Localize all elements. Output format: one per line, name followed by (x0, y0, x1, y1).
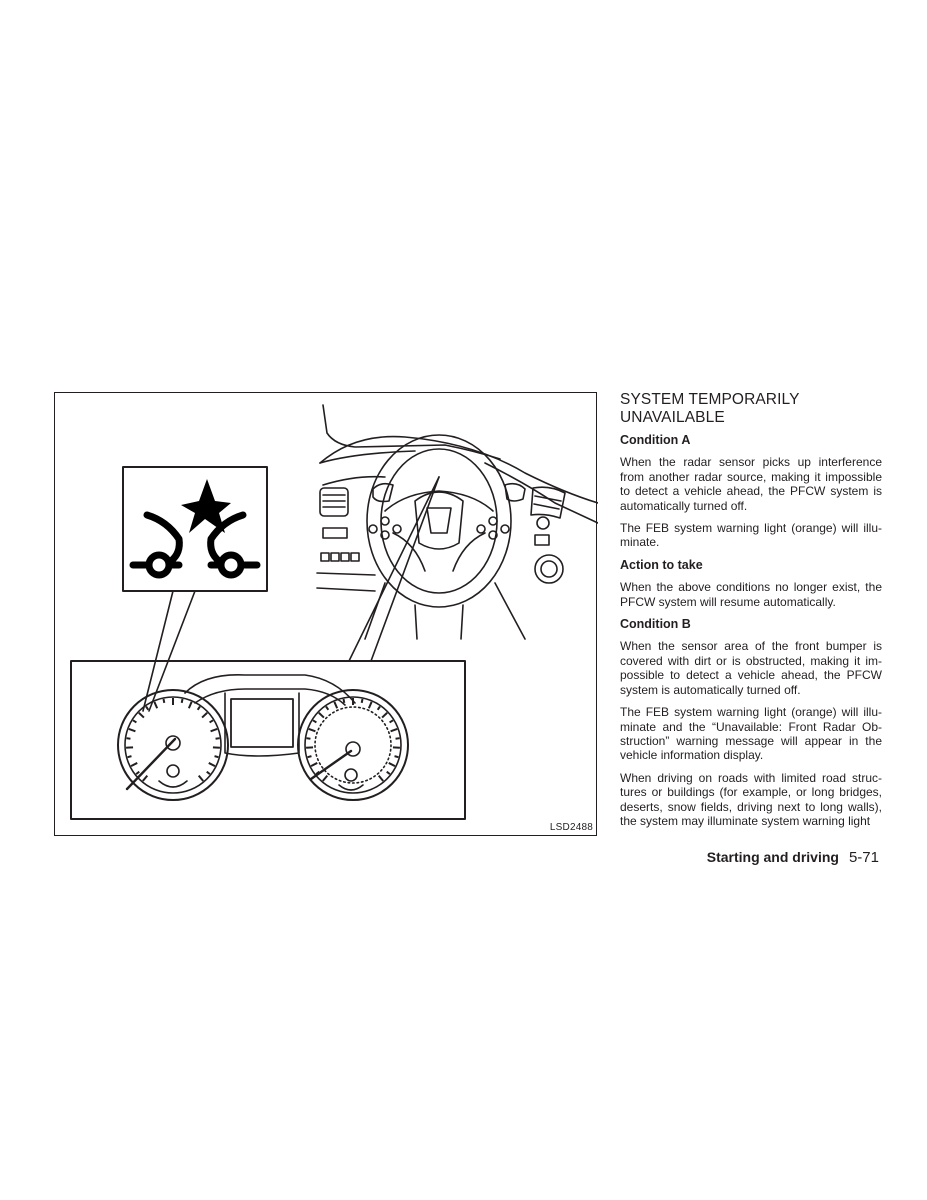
condition-a-title: Condition A (620, 433, 691, 447)
action-title: Action to take (620, 557, 703, 572)
paragraph: The FEB system warning light (orange) will illuminate. (620, 521, 882, 550)
illustration-figure (54, 392, 597, 836)
paragraph: When the sensor area of the front bumper is covered with dirt or is obstructed, making it impossible to detect a vehicle ahead, the PFCW system is automatically turned off. (620, 639, 882, 697)
text-column (620, 391, 882, 836)
page-number: 5-71 (848, 849, 879, 866)
figure-code: LSD2488 (549, 822, 593, 833)
dashboard-illustration (55, 393, 598, 837)
paragraph: When driving on roads with limited road structures or buildings (for example, or long bridges, deserts, snow fields, driving next to long walls), the system may illuminate system warning light (620, 770, 882, 828)
condition-b-title: Condition B (620, 617, 691, 632)
footer-section-name: Starting and driving (706, 849, 839, 865)
paragraph: The FEB system warning light (orange) will illuminate and the “Unavailable: Front Radar Obstruction” warning message will appear in the vehicle information display. (620, 705, 882, 763)
page-footer (707, 848, 879, 867)
paragraph: When the above conditions no longer exist, the PFCW system will resume automatically. (620, 580, 882, 609)
section-heading: SYSTEM TEMPORARILY UNAVAILABLE (620, 391, 800, 426)
paragraph: When the radar sensor picks up interference from another radar source, making it impossible to detect a vehicle ahead, the PFCW system is automatically turned off. (620, 455, 882, 513)
